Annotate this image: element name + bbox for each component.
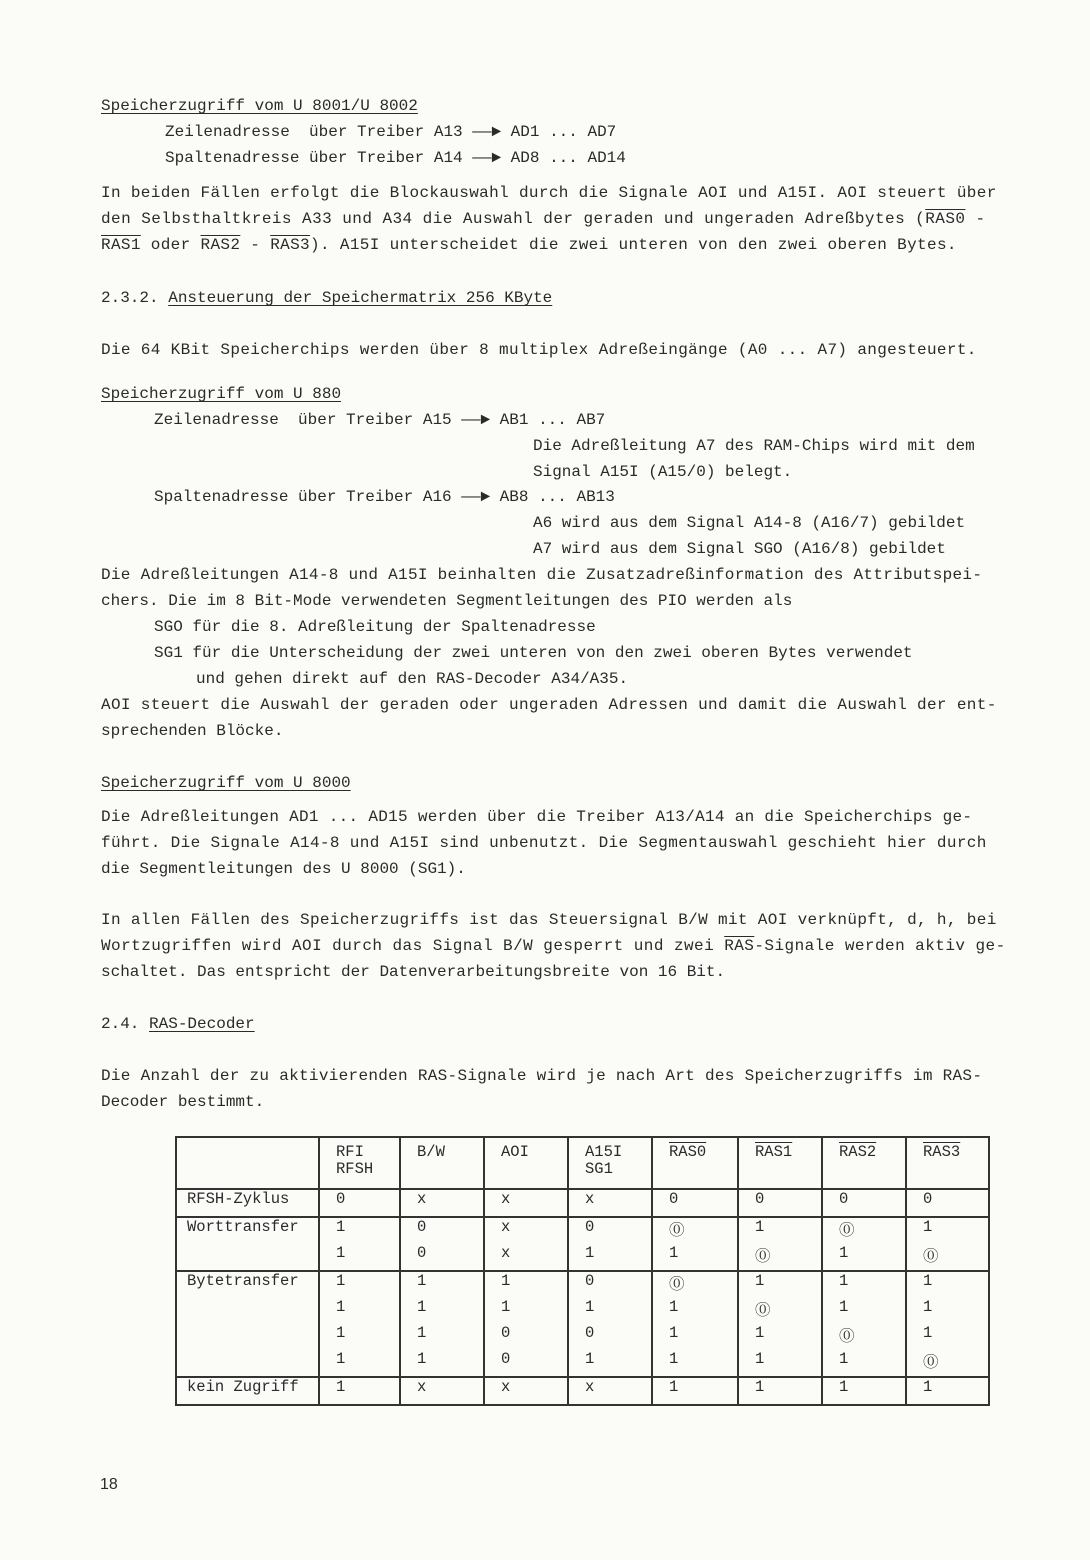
table-row-label xyxy=(176,1324,319,1350)
paragraph-steuersignal-1: In allen Fällen des Speicherzugriffs ist das Steuersignal B/W mit AOI verknüpft, d, h, bei xyxy=(101,911,997,929)
table-cell: ⓪ xyxy=(738,1244,822,1271)
table-cell: 1 xyxy=(319,1298,400,1324)
table-cell: 1 xyxy=(400,1324,484,1350)
table-row xyxy=(176,1217,989,1244)
table-cell: 0 xyxy=(568,1271,652,1298)
table-cell: 1 xyxy=(484,1298,568,1324)
table-cell: 1 xyxy=(319,1350,400,1377)
paragraph-steuersignal-3: schaltet. Das entspricht der Datenverarbeitungsbreite von 16 Bit. xyxy=(101,963,726,981)
table-header-cell xyxy=(176,1137,319,1189)
table-row xyxy=(176,1377,989,1405)
spaltenadresse-u880: Spaltenadresse über Treiber A16 ——► AB8 ... AB13 xyxy=(154,488,615,506)
ras-signal: $\overline{RAS}$ xyxy=(724,937,755,955)
table-cell: 1 xyxy=(822,1377,906,1405)
table-row-label: Worttransfer xyxy=(176,1217,319,1244)
paragraph-u8000-1: Die Adreßleitungen AD1 ... AD15 werden über die Treiber A13/A14 an die Speicherchips ge- xyxy=(101,808,973,826)
page-number: 18 xyxy=(100,1476,118,1493)
table-row-label xyxy=(176,1244,319,1271)
table-cell: ⓪ xyxy=(906,1350,989,1377)
table-cell: x xyxy=(484,1377,568,1405)
table-cell: 1 xyxy=(738,1377,822,1405)
table-row-label: RFSH-Zyklus xyxy=(176,1189,319,1217)
table-cell: ⓪ xyxy=(738,1298,822,1324)
table-cell: 1 xyxy=(319,1244,400,1271)
table-cell: 1 xyxy=(738,1271,822,1298)
table-cell: 0 xyxy=(400,1217,484,1244)
table-cell: 1 xyxy=(906,1217,989,1244)
table-row-label xyxy=(176,1350,319,1377)
table-cell: 1 xyxy=(400,1271,484,1298)
table-cell: 1 xyxy=(906,1377,989,1405)
table-cell: 1 xyxy=(738,1324,822,1350)
table-cell: x xyxy=(568,1189,652,1217)
table-row xyxy=(176,1350,989,1377)
table-header-row xyxy=(176,1137,989,1189)
table-cell: 1 xyxy=(652,1298,738,1324)
zeilenadresse-u8001: Zeilenadresse über Treiber A13 ——► AD1 ... AD7 xyxy=(165,123,617,141)
table-cell: x xyxy=(400,1377,484,1405)
table-cell: 1 xyxy=(319,1324,400,1350)
table-cell: 1 xyxy=(822,1244,906,1271)
table-cell: x xyxy=(484,1244,568,1271)
table-cell: 1 xyxy=(319,1271,400,1298)
paragraph-blockauswahl-2: den Selbsthaltkreis A33 und A34 die Auswahl der geraden und ungeraden Adreßbytes (RAS0 - xyxy=(101,210,986,228)
table-cell: 0 xyxy=(652,1189,738,1217)
paragraph-blockauswahl-1: In beiden Fällen erfolgt die Blockauswahl durch die Signale AOI und A15I. AOI steuert über xyxy=(101,184,997,202)
note-a6: A6 wird aus dem Signal A14-8 (A16/7) gebildet xyxy=(533,514,966,532)
note-a7: A7 wird aus dem Signal SGO (A16/8) gebildet xyxy=(533,540,946,558)
heading-u880: Speicherzugriff vom U 880 xyxy=(101,385,342,403)
table-cell: 0 xyxy=(568,1217,652,1244)
table-row xyxy=(176,1244,989,1271)
paragraph-u8000-2: führt. Die Signale A14-8 und A15I sind unbenutzt. Die Segmentauswahl geschieht hier durch xyxy=(101,834,987,852)
table-cell: 0 xyxy=(568,1324,652,1350)
table-cell: 1 xyxy=(484,1271,568,1298)
paragraph-adressleitungen-2: chers. Die im 8 Bit-Mode verwendeten Segmentleitungen des PIO werden als xyxy=(101,592,793,610)
section-number: 2.3.2. xyxy=(101,289,169,307)
table-cell: 1 xyxy=(568,1244,652,1271)
section-heading-24 xyxy=(101,1014,255,1034)
table-header-cell: RAS2 xyxy=(822,1137,906,1189)
section-heading-232 xyxy=(101,288,552,308)
sg0-description: SGO für die 8. Adreßleitung der Spaltenadresse xyxy=(154,618,596,636)
table-cell: 0 xyxy=(400,1244,484,1271)
table-cell: x xyxy=(568,1377,652,1405)
zeilenadresse-u880: Zeilenadresse über Treiber A15 ——► AB1 ... AB7 xyxy=(154,411,606,429)
table-cell: 1 xyxy=(906,1324,989,1350)
paragraph-adressleitungen-1: Die Adreßleitungen A14-8 und A15I beinhalten die Zusatzadreßinformation des Attributspei- xyxy=(101,566,983,584)
table-cell: 0 xyxy=(906,1189,989,1217)
table-header-cell: RAS3 xyxy=(906,1137,989,1189)
table-cell: 1 xyxy=(652,1377,738,1405)
table-cell: 0 xyxy=(319,1189,400,1217)
paragraph-steuersignal-2: Wortzugriffen wird AOI durch das Signal B/W gesperrt und zwei $\overline{RAS}$-Signale werden aktiv ge- xyxy=(101,937,1006,955)
table-cell: ⓪ xyxy=(822,1324,906,1350)
table-cell: x xyxy=(484,1189,568,1217)
table-cell: ⓪ xyxy=(906,1244,989,1271)
table-cell: ⓪ xyxy=(652,1217,738,1244)
table-header-cell: A15I SG1 xyxy=(568,1137,652,1189)
heading-u8000: Speicherzugriff vom U 8000 xyxy=(101,774,351,792)
table-cell: 0 xyxy=(822,1189,906,1217)
paragraph-ras-anzahl-2: Decoder bestimmt. xyxy=(101,1093,265,1111)
table-cell: 1 xyxy=(652,1244,738,1271)
table-cell: 1 xyxy=(822,1350,906,1377)
ras-decoder-table xyxy=(175,1136,990,1406)
table-cell: 1 xyxy=(738,1350,822,1377)
table-header-cell: RAS1 xyxy=(738,1137,822,1189)
table-cell: 0 xyxy=(738,1189,822,1217)
table-header-cell: AOI xyxy=(484,1137,568,1189)
table-cell: 0 xyxy=(484,1350,568,1377)
table-cell: 1 xyxy=(319,1377,400,1405)
section-title: RAS-Decoder xyxy=(149,1015,255,1033)
paragraph-aoi-2: sprechenden Blöcke. xyxy=(101,722,284,740)
paragraph-ras-anzahl-1: Die Anzahl der zu aktivierenden RAS-Signale wird je nach Art des Speicherzugriffs im RAS- xyxy=(101,1067,983,1085)
spaltenadresse-u8001: Spaltenadresse über Treiber A14 ——► AD8 ... AD14 xyxy=(165,149,626,167)
paragraph-aoi-1: AOI steuert die Auswahl der geraden oder ungeraden Adressen und damit die Auswahl der ent- xyxy=(101,696,997,714)
table-row xyxy=(176,1271,989,1298)
table-cell: 1 xyxy=(822,1298,906,1324)
table-cell: 1 xyxy=(822,1271,906,1298)
table-row xyxy=(176,1324,989,1350)
table-cell: 1 xyxy=(738,1217,822,1244)
table-cell: ⓪ xyxy=(652,1271,738,1298)
paragraph-speicherchips: Die 64 KBit Speicherchips werden über 8 multiplex Adreßeingänge (A0 ... A7) angesteuert. xyxy=(101,341,977,359)
table-cell: 1 xyxy=(906,1298,989,1324)
section-title: Ansteuerung der Speichermatrix 256 KByte xyxy=(168,289,553,307)
table-row-label xyxy=(176,1298,319,1324)
table-row-label: kein Zugriff xyxy=(176,1377,319,1405)
table-cell: 0 xyxy=(484,1324,568,1350)
table-row-label: Bytetransfer xyxy=(176,1271,319,1298)
table-cell: 1 xyxy=(652,1350,738,1377)
ras3-signal: RAS3 xyxy=(270,236,311,254)
table-row xyxy=(176,1189,989,1217)
paragraph-blockauswahl-3: RAS1 oder RAS2 - RAS3). A15I unterscheidet die zwei unteren von den zwei oberen Bytes. xyxy=(101,236,957,254)
sg1-description: SG1 für die Unterscheidung der zwei unteren von den zwei oberen Bytes verwendet xyxy=(154,644,913,662)
note-a7-line-1: Die Adreßleitung A7 des RAM-Chips wird mit dem xyxy=(533,437,975,455)
table-cell: 1 xyxy=(400,1298,484,1324)
heading-u8001: Speicherzugriff vom U 8001/U 8002 xyxy=(101,97,418,115)
ras0-signal: RAS0 xyxy=(925,210,966,228)
table-row xyxy=(176,1298,989,1324)
ras1-signal: RAS1 xyxy=(101,236,141,254)
table-header-cell: B/W xyxy=(400,1137,484,1189)
ras-decoder-note: und gehen direkt auf den RAS-Decoder A34/A35. xyxy=(196,670,629,688)
note-a7-line-2: Signal A15I (A15/0) belegt. xyxy=(533,463,793,481)
ras2-signal: RAS2 xyxy=(200,236,241,254)
table-cell: 1 xyxy=(906,1271,989,1298)
table-cell: x xyxy=(484,1217,568,1244)
table-cell: 1 xyxy=(652,1324,738,1350)
table-cell: 1 xyxy=(568,1350,652,1377)
table-header-cell: RAS0 xyxy=(652,1137,738,1189)
table-cell: 1 xyxy=(400,1350,484,1377)
section-number: 2.4. xyxy=(101,1015,150,1033)
paragraph-u8000-3: die Segmentleitungen des U 8000 (SG1). xyxy=(101,860,466,878)
table-cell: x xyxy=(400,1189,484,1217)
table-header-cell: RFI RFSH xyxy=(319,1137,400,1189)
table-cell: 1 xyxy=(568,1298,652,1324)
table-cell: ⓪ xyxy=(822,1217,906,1244)
table-cell: 1 xyxy=(319,1217,400,1244)
